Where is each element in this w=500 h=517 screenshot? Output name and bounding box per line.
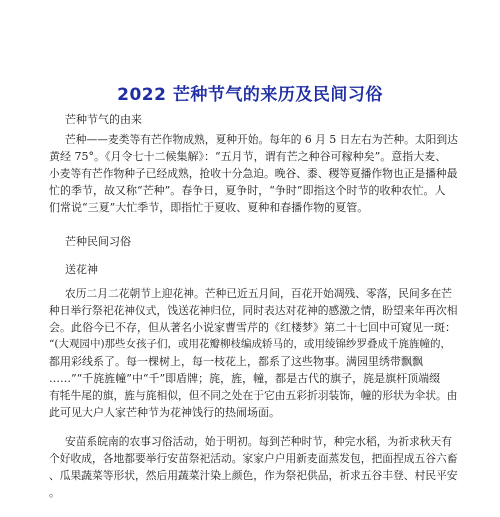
paragraph-an-miao [49, 433, 458, 501]
paragraph-line: 种日举行祭祀花神仪式，饯送花神归位，同时表达对花神的感激之情，盼望来年再次相 [49, 304, 458, 317]
document-title: 2022 芒种节气的来历及民间习俗 [117, 85, 383, 106]
section-heading-origin: 芒种节气的由来 [65, 113, 142, 126]
paragraph-line: 会。此俗今已不存，但从著名小说家曹雪芹的《红楼梦》第二十七回中可窥见一斑： [49, 321, 456, 334]
paragraph-line: 有牦牛尾的旗，旌与旄相似，但不同之处在于它由五彩折羽装饰，幢的形状为伞状。由 [49, 389, 458, 402]
paragraph-line: 小麦等有芒作物种子已经成熟，抢收十分急迫。晚谷、黍、稷等夏播作物也正是播种最 [49, 167, 458, 180]
subheading-send-flower-god: 送花神 [65, 263, 98, 276]
paragraph-line: 安苗系皖南的农事习俗活动，始于明初。每到芒种时节，种完水稻，为祈求秋天有 [65, 435, 453, 448]
paragraph-line: 都用彩线系了。每一棵树上，每一枝花上，都系了这些物事。满园里绣带飘飘 [49, 355, 423, 368]
section-heading-customs: 芒种民间习俗 [65, 235, 131, 248]
paragraph-line: 、瓜果蔬菜等形状，然后用蔬菜汁染上颜色，作为祭祀供品，祈求五谷丰登、村民平安 [49, 469, 458, 482]
paragraph-origin [49, 131, 458, 216]
paragraph-line: 们常说“三夏”大忙季节，即指忙于夏收、夏种和春播作物的夏管。 [49, 201, 369, 214]
paragraph-line: 芒种——麦类等有芒作物成熟，夏种开始。每年的 6 月 5 日左右为芒种。太阳到达 [65, 133, 458, 146]
paragraph-line: ……”“千旄旌幢”中“千”即盾牌；旄，旌，幢，都是古代的旗子，旄是旗杆顶端缀 [49, 372, 441, 385]
paragraph-line: 黄经 75°。《月令七十二候集解》：“五月节，谓有芒之种谷可稼种矣”。意指大麦、 [49, 150, 447, 163]
paragraph-line: 个好收成，各地都要举行安苗祭祀活动。家家户户用新麦面蒸发包，把面捏成五谷六畜 [49, 452, 458, 465]
paragraph-line: “(大观园中)那些女孩子们，或用花瓣柳枝编成轿马的，或用绫锦纱罗叠成千旄旌幢的， [49, 338, 452, 350]
paragraph-flower-god [49, 285, 458, 421]
paragraph-line: 农历二月二花朝节上迎花神。芒种已近五月间，百花开始凋残、零落，民间多在芒 [65, 287, 453, 300]
paragraph-line: 此可见大户人家芒种节为花神饯行的热闹场面。 [49, 406, 280, 419]
paragraph-line: 。 [49, 486, 60, 499]
paragraph-line: 忙的季节，故又称“芒种”。春争日，夏争时，“争时”即指这个时节的收种农忙。人 [49, 184, 446, 197]
